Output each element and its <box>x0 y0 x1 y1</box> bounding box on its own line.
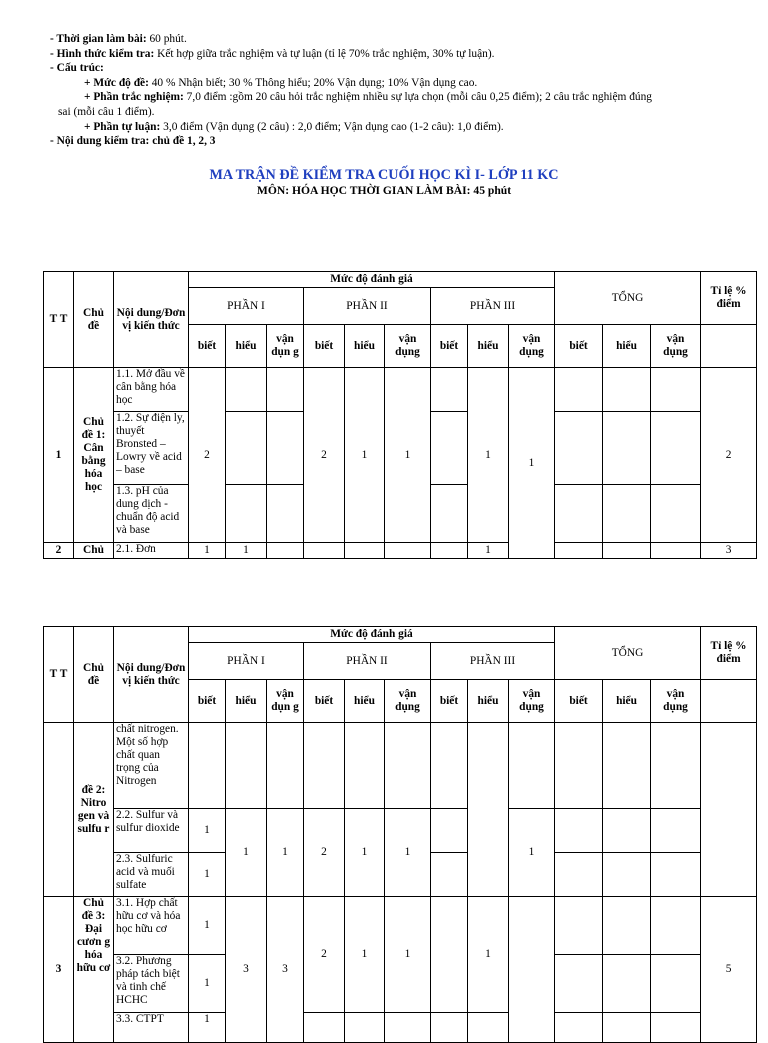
tong-biet: biết <box>555 325 603 368</box>
value-cell: 3 <box>267 897 304 1043</box>
empty-cell <box>651 485 701 543</box>
row-tt: 2 <box>44 543 74 559</box>
matrix-table-page2 <box>43 626 757 1043</box>
empty-cell <box>509 723 555 809</box>
empty-cell <box>345 543 385 559</box>
level-line: + Mức độ đề: 40 % Nhận biết; 30 % Thông hiểu; 20% Vận dụng; 10% Vận dụng cao. <box>84 76 478 89</box>
empty-cell <box>651 853 701 897</box>
mcq-line: + Phần trắc nghiệm: 7,0 điểm :gồm 20 câu hỏi trắc nghiệm nhiều sự lựa chọn (mỗi câu 0,25 điểm); 2 câu trắc nghiệm đúng <box>84 91 653 104</box>
empty-cell <box>555 1013 603 1043</box>
empty-cell <box>267 412 304 485</box>
tong-hieu: hiểu <box>603 680 651 723</box>
value-cell: 1 <box>189 1013 226 1043</box>
empty-cell <box>555 809 603 853</box>
empty-cell <box>468 723 509 897</box>
p3-van-dung: vận dụng <box>509 680 555 723</box>
empty-cell <box>555 955 603 1013</box>
matrix-title: MA TRẬN ĐỀ KIỂM TRA CUỐI HỌC KÌ I- LỚP 11 KC <box>209 167 559 183</box>
empty-cell <box>385 1013 431 1043</box>
empty-cell <box>267 485 304 543</box>
structure-label: - Cấu trúc: <box>50 62 104 75</box>
empty-cell <box>385 723 431 809</box>
p3-hieu: hiểu <box>468 325 509 368</box>
content-cell: 2.2. Sulfur và sulfur dioxide <box>114 809 189 853</box>
content-cell: 3.1. Hợp chất hữu cơ và hóa học hữu cơ <box>114 897 189 955</box>
value-cell: 1 <box>468 897 509 1013</box>
matrix-subtitle: MÔN: HÓA HỌC THỜI GIAN LÀM BÀI: 45 phút <box>256 184 512 197</box>
empty-cell <box>651 1013 701 1043</box>
empty-cell <box>701 723 757 897</box>
header-ti-le: Tỉ lệ % điểm <box>701 627 757 680</box>
empty-cell <box>603 412 651 485</box>
empty-cell <box>345 1013 385 1043</box>
empty-cell <box>555 543 603 559</box>
p2-hieu: hiểu <box>345 680 385 723</box>
value-cell: 1 <box>189 809 226 853</box>
empty-cell <box>226 723 267 809</box>
topic-cell: đề 2: Nitro gen và sulfu r <box>74 723 114 897</box>
empty-cell <box>603 853 651 897</box>
content-cell: 2.1. Đơn <box>114 543 189 559</box>
content-cell: 3.2. Phương pháp tách biệt và tinh chế HCHC <box>114 955 189 1013</box>
empty-cell <box>189 723 226 809</box>
empty-cell <box>651 897 701 955</box>
row-tt: 1 <box>44 368 74 543</box>
content-cell: 1.3. pH của dung dịch - chuẩn độ acid và base <box>114 485 189 543</box>
value-cell: 1 <box>385 368 431 543</box>
empty-cell <box>431 723 468 809</box>
empty-cell <box>603 723 651 809</box>
value-cell: 5 <box>701 897 757 1043</box>
empty-cell <box>603 809 651 853</box>
value-cell: 1 <box>345 809 385 897</box>
value-cell: 1 <box>468 543 509 559</box>
empty-cell <box>603 368 651 412</box>
tong-van-dung: vận dụng <box>651 680 701 723</box>
value-cell: 1 <box>226 543 267 559</box>
mcq-line-cont: sai (mỗi câu 1 điểm). <box>58 105 155 118</box>
value-cell: 1 <box>509 368 555 559</box>
topic-cell: Chủ đề 3: Đại cươn g hóa hữu cơ <box>74 897 114 1043</box>
format-line: - Hình thức kiểm tra: Kết hợp giữa trắc nghiệm và tự luận (tỉ lệ 70% trắc nghiệm, 30% tự luận). <box>50 47 495 60</box>
content-line: - Nội dung kiểm tra: chủ đề 1, 2, 3 <box>50 135 216 148</box>
value-cell: 1 <box>509 809 555 897</box>
value-cell: 3 <box>226 897 267 1043</box>
empty-cell <box>345 723 385 809</box>
empty-cell <box>651 955 701 1013</box>
value-cell: 1 <box>345 897 385 1013</box>
header-phan1: PHẦN I <box>189 643 304 680</box>
value-cell: 1 <box>226 809 267 897</box>
header-muc-do: Mức độ đánh giá <box>189 627 555 643</box>
empty-cell <box>304 1013 345 1043</box>
header-ti-le: Tỉ lệ % điểm <box>701 272 757 325</box>
empty-cell <box>304 723 345 809</box>
header-tt: T T <box>44 627 74 723</box>
value-cell: 2 <box>304 897 345 1013</box>
header-phan2: PHẦN II <box>304 643 431 680</box>
tong-van-dung: vận dụng <box>651 325 701 368</box>
p1-hieu: hiểu <box>226 325 267 368</box>
header-tong: TỔNG <box>555 272 701 325</box>
empty-cell <box>509 897 555 1043</box>
value-cell: 1 <box>468 368 509 543</box>
value-cell: 1 <box>385 809 431 897</box>
value-cell: 1 <box>189 543 226 559</box>
empty-cell <box>651 368 701 412</box>
empty-cell <box>651 412 701 485</box>
empty-cell <box>603 543 651 559</box>
value-cell: 1 <box>189 897 226 955</box>
empty-cell <box>555 723 603 809</box>
value-cell: 1 <box>345 368 385 543</box>
p2-van-dung: vận dụng <box>385 680 431 723</box>
value-cell: 2 <box>304 809 345 897</box>
p2-van-dung: vận dụng <box>385 325 431 368</box>
empty-cell <box>468 1013 509 1043</box>
p3-biet: biết <box>431 325 468 368</box>
value-cell: 1 <box>189 955 226 1013</box>
tong-biet: biết <box>555 680 603 723</box>
content-cell: 1.2. Sự điện ly, thuyết Bronsted – Lowry về acid – base <box>114 412 189 485</box>
p1-hieu: hiểu <box>226 680 267 723</box>
topic-cell: Chủ đề 1: Cân bằng hóa học <box>74 368 114 543</box>
empty-cell <box>603 955 651 1013</box>
duration-line: - Thời gian làm bài: 60 phút. <box>50 33 187 45</box>
empty-cell <box>431 368 468 412</box>
empty-cell <box>431 897 468 1013</box>
empty-cell <box>385 543 431 559</box>
header-chu-de: Chủ đề <box>74 272 114 368</box>
p3-hieu: hiểu <box>468 680 509 723</box>
header-muc-do: Mức độ đánh giá <box>189 272 555 288</box>
empty-cell <box>267 543 304 559</box>
empty-cell <box>304 543 345 559</box>
row-tt-blank <box>44 723 74 897</box>
empty-cell <box>555 485 603 543</box>
ti-le-blank <box>701 680 757 723</box>
empty-cell <box>603 485 651 543</box>
empty-cell <box>267 368 304 412</box>
content-cell: 3.3. CTPT <box>114 1013 189 1043</box>
content-cell: chất nitrogen. Một số hợp chất quan trọng của Nitrogen <box>114 723 189 809</box>
empty-cell <box>651 723 701 809</box>
content-cell: 2.3. Sulfuric acid và muối sulfate <box>114 853 189 897</box>
empty-cell <box>431 853 468 897</box>
p1-biet: biết <box>189 325 226 368</box>
value-cell: 1 <box>385 897 431 1013</box>
p1-biet: biết <box>189 680 226 723</box>
empty-cell <box>603 1013 651 1043</box>
empty-cell <box>603 897 651 955</box>
empty-cell <box>431 412 468 485</box>
empty-cell <box>267 723 304 809</box>
empty-cell <box>555 368 603 412</box>
empty-cell <box>431 543 468 559</box>
empty-cell <box>651 543 701 559</box>
topic-cell: Chủ <box>74 543 114 559</box>
empty-cell <box>651 809 701 853</box>
value-cell: 3 <box>701 543 757 559</box>
header-tt: T T <box>44 272 74 368</box>
p1-van-dung: vận dụn g <box>267 325 304 368</box>
header-chu-de: Chủ đề <box>74 627 114 723</box>
header-noi-dung: Nội dung/Đơn vị kiến thức <box>114 627 189 723</box>
value-cell: 2 <box>701 368 757 543</box>
empty-cell <box>431 1013 468 1043</box>
empty-cell <box>226 368 267 412</box>
value-cell: 2 <box>304 368 345 543</box>
content-cell: 1.1. Mở đầu về cân bằng hóa học <box>114 368 189 412</box>
header-tong: TỔNG <box>555 627 701 680</box>
exam-info <box>50 32 750 149</box>
ti-le-blank <box>701 325 757 368</box>
row-tt: 3 <box>44 897 74 1043</box>
empty-cell <box>226 485 267 543</box>
p1-van-dung: vận dụn g <box>267 680 304 723</box>
header-phan3: PHẦN III <box>431 643 555 680</box>
value-cell: 1 <box>189 853 226 897</box>
empty-cell <box>555 853 603 897</box>
matrix-table-page1 <box>43 271 757 559</box>
p3-van-dung: vận dụng <box>509 325 555 368</box>
empty-cell <box>555 897 603 955</box>
empty-cell <box>555 412 603 485</box>
essay-line: + Phần tự luận: 3,0 điểm (Vận dụng (2 câu) : 2,0 điểm; Vận dụng cao (1-2 câu): 1,0 điểm). <box>84 120 504 133</box>
header-phan1: PHẦN I <box>189 288 304 325</box>
empty-cell <box>431 485 468 543</box>
header-phan2: PHẦN II <box>304 288 431 325</box>
header-noi-dung: Nội dung/Đơn vị kiến thức <box>114 272 189 368</box>
p2-hieu: hiểu <box>345 325 385 368</box>
value-cell: 1 <box>267 809 304 897</box>
p2-biet: biết <box>304 680 345 723</box>
tong-hieu: hiểu <box>603 325 651 368</box>
p3-biet: biết <box>431 680 468 723</box>
p2-biet: biết <box>304 325 345 368</box>
value-cell: 2 <box>189 368 226 543</box>
empty-cell <box>431 809 468 853</box>
empty-cell <box>226 412 267 485</box>
header-phan3: PHẦN III <box>431 288 555 325</box>
